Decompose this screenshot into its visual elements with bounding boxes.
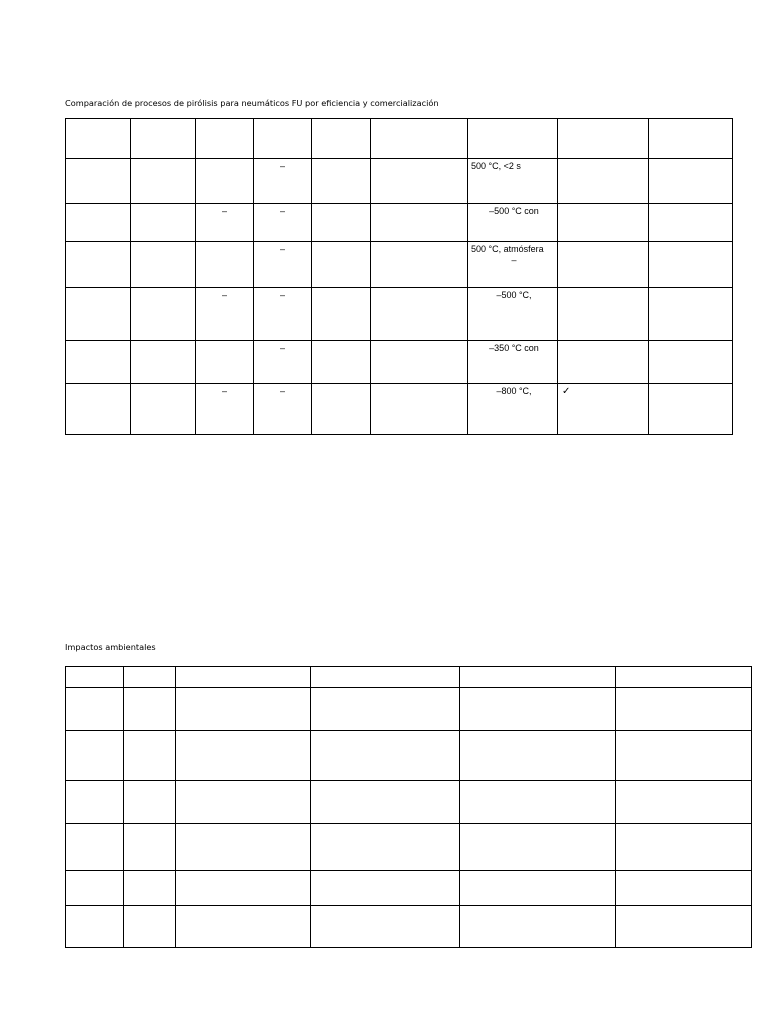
header-cell: [254, 119, 312, 159]
table-row: [66, 341, 733, 384]
table-cell: –: [254, 159, 312, 204]
temperature-cell: 500 °C, atmósfera –: [468, 242, 558, 288]
header-cell: [649, 119, 733, 159]
table-cell: [558, 159, 649, 204]
table-cell: [558, 341, 649, 384]
table-row: [66, 384, 733, 435]
table-row: [66, 204, 733, 242]
header-cell: [312, 119, 371, 159]
table-cell: –: [254, 384, 312, 435]
table-cell: –: [254, 242, 312, 288]
header-cell: [131, 119, 196, 159]
table-row: [66, 159, 733, 204]
table-row: [66, 781, 752, 824]
table-cell: [196, 242, 254, 288]
table-cell: –: [254, 204, 312, 242]
temperature-cell: –500 °C,: [468, 288, 558, 341]
table-row: [66, 906, 752, 948]
table-cell: –: [196, 288, 254, 341]
table-cell: [558, 204, 649, 242]
header-cell: [196, 119, 254, 159]
table-cell: [558, 288, 649, 341]
header-cell: [66, 119, 131, 159]
table-header-row: [66, 119, 733, 159]
temperature-cell: –350 °C con: [468, 341, 558, 384]
table-cell: –: [254, 341, 312, 384]
header-cell: [371, 119, 468, 159]
table-row: [66, 871, 752, 906]
table-cell: –: [254, 288, 312, 341]
table2-caption: Impactos ambientales: [65, 642, 156, 652]
pyrolysis-comparison-table: [65, 118, 733, 435]
table-cell: [196, 341, 254, 384]
environmental-impacts-table: [65, 666, 752, 948]
table-row: [66, 688, 752, 731]
table-row: [66, 242, 733, 288]
table-row: [66, 288, 733, 341]
table-header-row: [66, 667, 752, 688]
header-cell: [468, 119, 558, 159]
table-cell: [558, 242, 649, 288]
table-row: [66, 824, 752, 871]
temperature-cell: –800 °C,: [468, 384, 558, 435]
temperature-cell: –500 °C con: [468, 204, 558, 242]
header-cell: [558, 119, 649, 159]
temperature-cell: 500 °C, <2 s: [468, 159, 558, 204]
table-row: [66, 731, 752, 781]
table-cell: –: [196, 204, 254, 242]
table-cell: [196, 159, 254, 204]
table-cell: –: [196, 384, 254, 435]
table1-caption: Comparación de procesos de pirólisis para neumáticos FU por eficiencia y comercialización: [65, 98, 439, 108]
checkmark-cell: ✓: [558, 384, 649, 435]
